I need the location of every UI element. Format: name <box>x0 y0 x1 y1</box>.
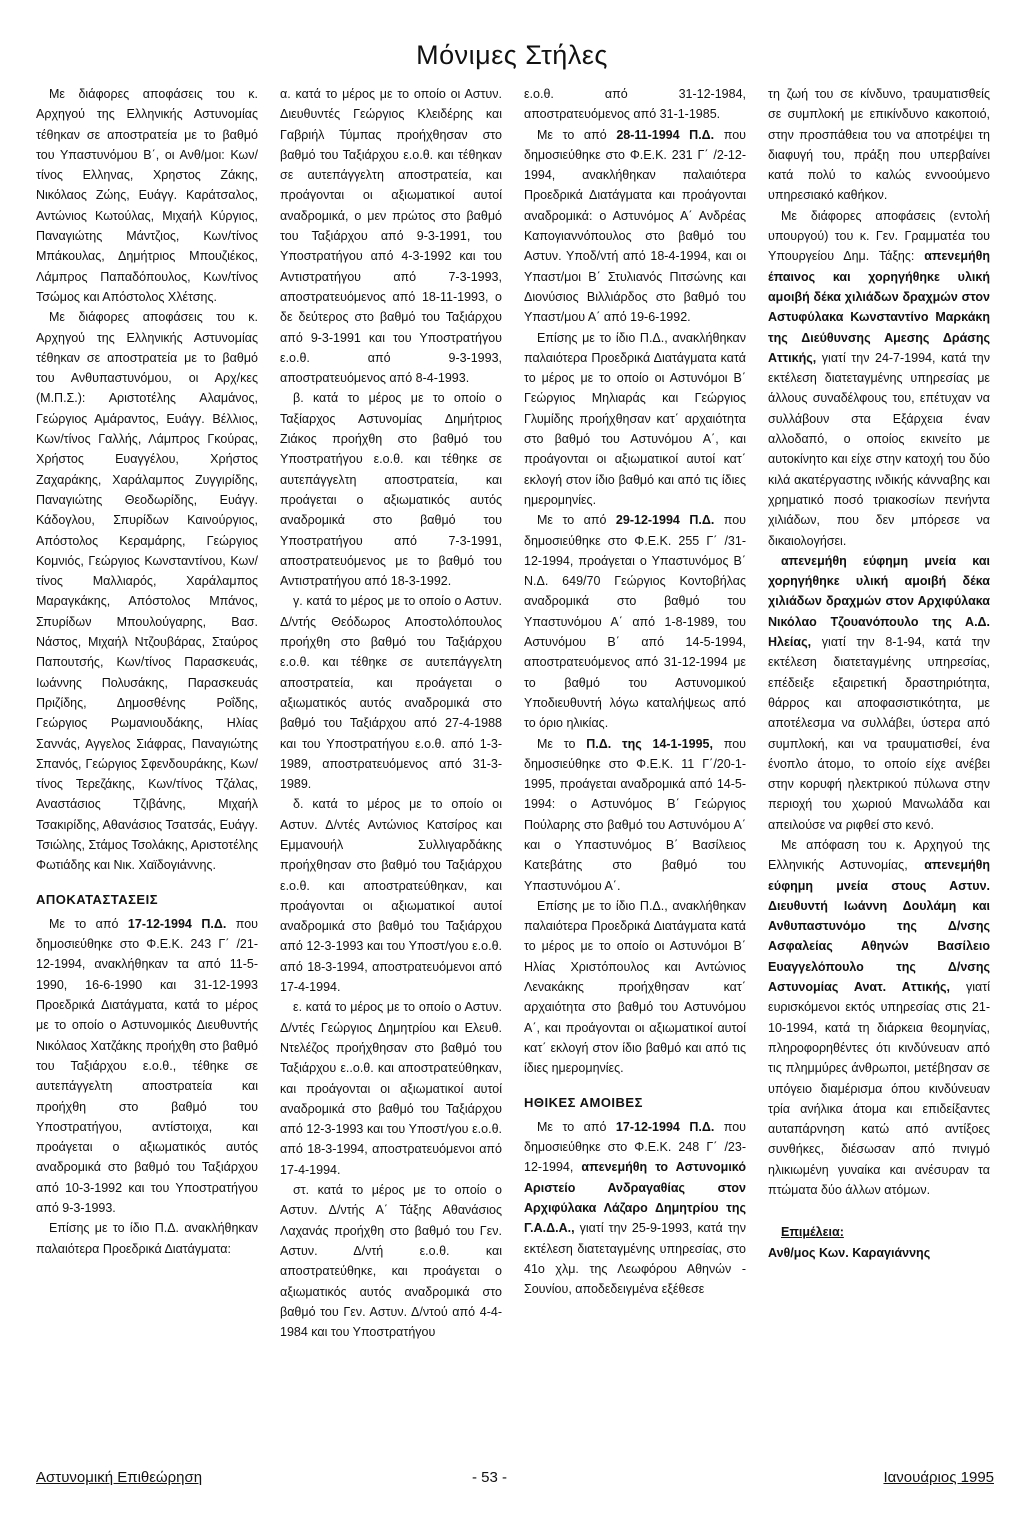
column-3 <box>524 84 746 1459</box>
column-1 <box>36 84 258 1459</box>
editor-credit <box>768 1222 990 1263</box>
paragraph: Επίσης με το ίδιο Π.Δ., ανακλήθηκαν παλαιότερα Προεδρικά Διατάγματα κατά το μέρος με το οποίο οι Αστυνόμοι Β΄ Γεώργιος Μηλιαράς και Γεώργιος Γλυμίδης προήχθησαν κατ΄ αρχαιότητα στο βαθμό του Αστυνόμου Α΄, και προάγονται οι αξιωματικοί αυτοί κατ΄ εκλογή στον ίδιο βαθμό και από τις ίδιες ημερομηνίες. <box>524 330 746 507</box>
paragraph: στ. κατά το μέρος με το οποίο ο Αστυν. Δ/ντής Α΄ Τάξης Αθανάσιος Λαχανάς προήχθη στο βαθμό του Γεν. Αστυν. Δ/ντή ε.ο.θ. και αποστρατεύθηκε, και προάγεται ο αξιωματικός αυτός αναδρομικά στο βαθμό του Γεν. Αστυν. Δ/ντού από 4-4-1984 και του Υποστρατήγου <box>280 1183 502 1340</box>
page-footer <box>36 1469 994 1493</box>
paragraph: Με διάφορες αποφάσεις του κ. Αρχηγού της Ελληνικής Αστυνομίας τέθηκαν σε αποστρατεία με το βαθμό του Ανθυπαστυνόμου, οι Αρχ/κες (Μ.Π.Σ.): Αριστοτέλης Αλαμάνος, Γεώργιος Αμάραντος, Ευάγγ. Βέλλιος, Κων/τίνος Γαλλής, Λάμπρος Γκούρας, Χρήστος Ευαγγέλου, Χρήστος Ζαχαράκης, Χαράλαμπος Ζυγγιρίδης, Παναγιώτης Θεοδωρίδης, Ευάγγ. Κάδογλου, Σπυρίδων Καινούργιος, Απόστολος Κεραμάρης, Γεώργιος Κομνιός, Γεώργιος Κωνσταντίνου, Κων/τίνος Μαλλιαρός, Χαράλαμπος Μαραγκάκης, Απόστολος Μπάνος, Σπυρίδων Μπουλούγαρης, Βασ. Νάστος, Μιχαήλ Ντζουβάρας, Σταύρος Παπουτσής, Κων/τίνος Παρασκευάς, Ιωάννης Πολυσάκης, Παρασκευάς Πριζίδης, Δημοσθένης Ροΐδης, Γεώργιος Ρωμανιουδάκης, Ηλίας Σαννάς, Αγγελος Σιάφρας, Παναγιώτης Σπανός, Γεώργιος Σφενδουράκης, Κων/τίνος Τερεζάκης, Κων/τίνος Τζάλας, Αναστάσιος Τζιβάνης, Μιχαήλ Τσακιρίδης, Αθανάσιος Τσατσάς, Ευάγγ. Τσιώλης, Στάμος Τσολάκης, Αριστοτέλης Φωτιάδης και Νικ. Χαϊδογιάννης. <box>36 310 258 873</box>
paragraph: απενεμήθη εύφημη μνεία και χορηγήθηκε υλική αμοιβή δέκα χιλιάδων δραχμών στον Αρχιφύλακα Νικόλαο Τζουανόπουλο της Α.Δ. Ηλείας, γιατί την 8-1-94, κατά την εκτέλεση διατεταγμένης υπηρεσίας, επέδειξε εξαιρετική δραστηριότητα, θάρρος και αποφασιστικότητα, με αποτέλεσμα να συλλάβει, ύστερα από συμπλοκή, και να τραυματισθεί, ένα ένοπλο άτομο, το οποίο είχε ανέβει στην κορυφή ηλεκτρικού πύλωνα στην περιοχή του χωριού Μανωλάδα και απειλούσε να ριφθεί στο κενό. <box>768 553 990 832</box>
text-columns <box>36 84 994 1459</box>
column-2 <box>280 84 502 1459</box>
paragraph: δ. κατά το μέρος με το οποίο οι Αστυν. Δ/ντές Αντώνιος Κατσίρος και Εμμανουήλ Συλλιγαρδάκης προήχθησαν στο βαθμό του Ταξιάρχου ε.ο.θ. και αποστρατεύθηκαν, και προάγονται οι αξιωματικοί αυτοί αναδρομικά στο βαθμό του Ταξιάρχου από 12-3-1993 και του Υποστ/γου ε.ο.θ. από 18-3-1994, αποστρατευόμενοι από 17-4-1994. <box>280 797 502 995</box>
paragraph: γ. κατά το μέρος με το οποίο ο Αστυν. Δ/ντής Θεόδωρος Αποστολόπουλος προήχθη στο βαθμό του Ταξιάρχου ε.ο.θ. και τέθηκε σε αυτεπάγγελτη αποστρατεία, και προάγεται ο αξιωματικός αυτός αναδρομικά στο βαθμό του Ταξιάρχου από 27-4-1988 και του Υποστρατήγου ε.ο.θ. από 1-3-1989, αποστρατευόμενος από 31-3-1989. <box>280 594 502 792</box>
section-heading-moral-rewards: ΗΘΙΚΕΣ ΑΜΟΙΒΕΣ <box>524 1094 643 1110</box>
publication-name: Αστυνομική Επιθεώρηση <box>36 1469 203 1486</box>
paragraph: Επίσης με το ίδιο Π.Δ. ανακλήθηκαν παλαιότερα Προεδρικά Διατάγματα: <box>36 1221 258 1256</box>
issue-date: Ιανουάριος 1995 <box>883 1469 994 1486</box>
paragraph: α. κατά το μέρος με το οποίο οι Αστυν. Διευθυντές Γεώργιος Κλειδέρης και Γαβριήλ Τύμπας προήχθησαν στο βαθμό του Ταξιάρχου ε.ο.θ. και τέθηκαν σε αυτεπάγγελτη αποστρατεία, και προάγονται οι αξιωματικοί αυτοί αναδρομικά, ο μεν πρώτος στο βαθμό του Ταξιάρχου από 9-3-1991, του Υποστρατήγου από 4-3-1992 και του Αντιστρατήγου από 7-3-1993, αποστρατευόμενος από 18-11-1993, ο δε δεύτερος στο βαθμό του Ταξιάρχου από 9-3-1991 και του Υποστρατήγου ε.ο.θ. από 9-3-1993, αποστρατευόμενος από 8-4-1993. <box>280 87 502 386</box>
page-number: - 53 - <box>472 1469 508 1486</box>
editor-label: Επιμέλεια: <box>781 1225 844 1240</box>
paragraph: ε. κατά το μέρος με το οποίο ο Αστυν. Δ/ντές Γεώργιος Δημητρίου και Ελευθ. Ντελέζος προήχθησαν στο βαθμό του Ταξιάρχου ε..ο.θ. και αποστρατεύθηκαν, και προάγονται οι αξιωματικοί αυτοί αναδρομικά στο βαθμό του Ταξιάρχου από 12-3-1993 και του Υποστ/γου ε.ο.θ. από 18-3-1994, αποστρατευόμενοι από 17-4-1994. <box>280 1000 502 1177</box>
paragraph: β. κατά το μέρος με το οποίο ο Ταξίαρχος Αστυνομίας Δημήτριος Ζιάκος προήχθη στο βαθμό του Υποστρατήγου ε.ο.θ. και τέθηκε σε αυτεπάγγελτη αποστρατεία, και προάγεται ο αξιωματικός αυτός αναδρομικά στο βαθμό του Υποστρατήγου από 7-3-1991, αποστρατευόμενος με το βαθμό του Αντιστρατήγου από 18-3-1992. <box>280 391 502 589</box>
section-heading-restorations: ΑΠΟΚΑΤΑΣΤΑΣΕΙΣ <box>36 891 159 907</box>
paragraph: Με το από 17-12-1994 Π.Δ. που δημοσιεύθηκε στο Φ.Ε.Κ. 243 Γ΄ /21-12-1994, ανακλήθηκαν τα από 11-5-1990, 16-6-1990 και 31-12-1993 Προεδρικά Διατάγματα, κατά το μέρος με το οποίο ο Αστυνομικός Διευθυντής Νικόλαος Χατζάκης προήχθη στο βαθμό του Ταξιάρχου ε.ο.θ., τέθηκε σε αυτεπάγγελτη αποστρατεία και προήχθη στο βαθμό του Υποστρατήγου, αντίστοιχα, και προάγεται ο αξιωματικός αυτός αναδρομικά στο βαθμό του Ταξιάρχου από 10-3-1992 και του Υποστρατήγου από 9-3-1993. <box>36 916 258 1216</box>
page-title: Μόνιμες Στήλες <box>416 40 608 70</box>
paragraph: Επίσης με το ίδιο Π.Δ., ανακλήθηκαν παλαιότερα Προεδρικά Διατάγματα κατά το μέρος με το οποίο οι Αστυνόμοι Β΄ Ηλίας Χριστόπουλος και Αντώνιος Λενακάκης προήχθησαν κατ΄ αρχαιότητα στο βαθμό του Αστυνόμου Α΄, και προάγονται οι αξιωματικοί αυτοί κατ΄ εκλογή στον ίδιο βαθμό και από τις ίδιες ημερομηνίες. <box>524 898 746 1076</box>
paragraph: Με διάφορες αποφάσεις (εντολή υπουργού) του κ. Γεν. Γραμματέα του Υπουργείου Δημ. Τάξης: απενεμήθη έπαινος και χορηγήθηκε υλική αμοιβή δέκα χιλιάδων δραχμών στον Αστυφύλακα Κωνσταντίνο Μαρκάκη της Διεύθυνσης Αμεσης Δράσης Αττικής, γιατί την 24-7-1994, κατά την εκτέλεση διατεταγμένης υπηρεσίας με άλλους συναδέλφους του, επέτυχαν να συλλάβουν στα Εξάρχεια έναν αλλοδαπό, ο οποίος εκινείτο με αυτοκίνητο και είχε στην κατοχή του δύο κιλά ακατέργαστης ινδικής κάνναβης και χρηματικό ποσό τριακοσίων πενήντα χιλιάδων, που δεν μπόρεσε να δικαιολογήσει. <box>768 208 990 548</box>
paragraph: τη ζωή του σε κίνδυνο, τραυματισθείς σε συμπλοκή με επικίνδυνο κακοποιό, στην προσπάθεια του να αποτρέψει τη διαφυγή του, πράξη που υπερβαίνει κατά πολύ το καλώς εννοούμενο υπηρεσιακό καθήκον. <box>768 87 990 203</box>
paragraph: Με το από 17-12-1994 Π.Δ. που δημοσιεύθηκε στο Φ.Ε.Κ. 248 Γ΄ /23-12-1994, απενεμήθη το Αστυνομικό Αριστείο Ανδραγαθίας στον Αρχιφύλακα Λάζαρο Δημητρίου της Γ.Α.Δ.Α., γιατί την 25-9-1993, κατά την εκτέλεση διατεταγμένης υπηρεσίας, στο 41ο χλμ. της Λεωφόρου Αθηνών - Σουνίου, αποδεδειγμένα εξέθεσε <box>524 1119 746 1297</box>
editor-name: Ανθ/μος Κων. Καραγιάννης <box>768 1245 931 1260</box>
paragraph: Με το Π.Δ. της 14-1-1995, που δημοσιεύθηκε στο Φ.Ε.Κ. 11 Γ΄/20-1-1995, προάγεται αναδρομικά από 14-5-1994: ο Αστυνόμος Β΄ Γεώργιος Πούλαρης στο βαθμό του Αστυνόμου Α΄ και ο Υπαστυνόμος Β΄ Βασίλειος Κατεβάτης στο βαθμό του Υπαστυνόμου Α΄. <box>524 736 746 893</box>
paragraph: Με το από 28-11-1994 Π.Δ. που δημοσιεύθηκε στο Φ.Ε.Κ. 231 Γ΄ /2-12-1994, ανακλήθηκαν παλαιότερα Προεδρικά Διατάγματα και προάγονται αναδρομικά: ο Αστυνόμος Α΄ Ανδρέας Καπογιαννόπουλος στο βαθμό του Αστυν. Υποδ/ντή από 18-4-1994, και οι Υπαστ/μοι Β΄ Στυλιανός Πιτσώνης και Διονύσιος Βιλλιάρδος στο βαθμό του Υπαστ/μου Α΄ από 19-6-1992. <box>524 127 746 325</box>
column-4 <box>768 84 990 1459</box>
paragraph: Με διάφορες αποφάσεις του κ. Αρχηγού της Ελληνικής Αστυνομίας τέθηκαν σε αποστρατεία με το βαθμό του Υπαστυνόμου Β΄, οι Ανθ/μοι: Κων/τίνος Ελληνας, Χρηστος Ζάκης, Νικόλαος Ζώης, Ευάγγ. Καράτσαλος, Αντώνιος Κωτούλας, Μιχαήλ Κύργιος, Παναγιώτης Μάντζιος, Κων/τίνος Μπάκουλας, Δημήτριος Μπουζιέκος, Λάμπρος Παπαδόπουλος, Κων/τίνος Τσώμος και Απόστολος Χλέτσης. <box>36 87 258 304</box>
paragraph: ε.ο.θ. από 31-12-1984, αποστρατευόμενος από 31-1-1985. <box>524 87 746 122</box>
paragraph: Με απόφαση του κ. Αρχηγού της Ελληνικής Αστυνομίας, απενεμήθη εύφημη μνεία στους Αστυν. Διευθυντή Ιωάννη Δουλάμη και Ανθυπαστυνόμο της Δ/νσης Ασφαλείας Αθηνών Βασίλειο Ευαγγελόπουλο της Δ/νσης Αστυνομίας Ανατ. Αττικής, γιατί ευρισκόμενοι εκτός υπηρεσίας στις 21-10-1994, κατά τη διάρκεια θεομηνίας, πληροφορηθέντες ότι κινδύνευαν από τις πλημμύρες άνθρωποι, μετέβησαν σε υπόγειο διαμέρισμα όπου κινδύνευαν τρία ανήλικα άτομα και επιδείξαντες αυταπάρνηση κατώ από αντίξοες συνθήκες, διέσωσαν από πνιγμό ηλικιωμένη γυναίκα και ανέσυραν τα πτώματα δύο άλλων ατόμων. <box>768 837 990 1198</box>
paragraph: Με το από 29-12-1994 Π.Δ. που δημοσιεύθηκε στο Φ.Ε.Κ. 255 Γ΄ /31-12-1994, προάγεται ο Υπαστυνόμος Β΄ Ν.Δ. 649/70 Γεώργιος Κοντοβήλας αναδρομικά στο βαθμό του Υπαστυνόμου Α΄ από 1-8-1989, του Αστυνόμου Β΄ από 14-5-1994, αποστρατευόμενος από 31-12-1994 με το βαθμό του Αστυνομικού Υποδιευθυντή λόγω καταλήψεως από το όριο ηλικίας. <box>524 513 746 731</box>
